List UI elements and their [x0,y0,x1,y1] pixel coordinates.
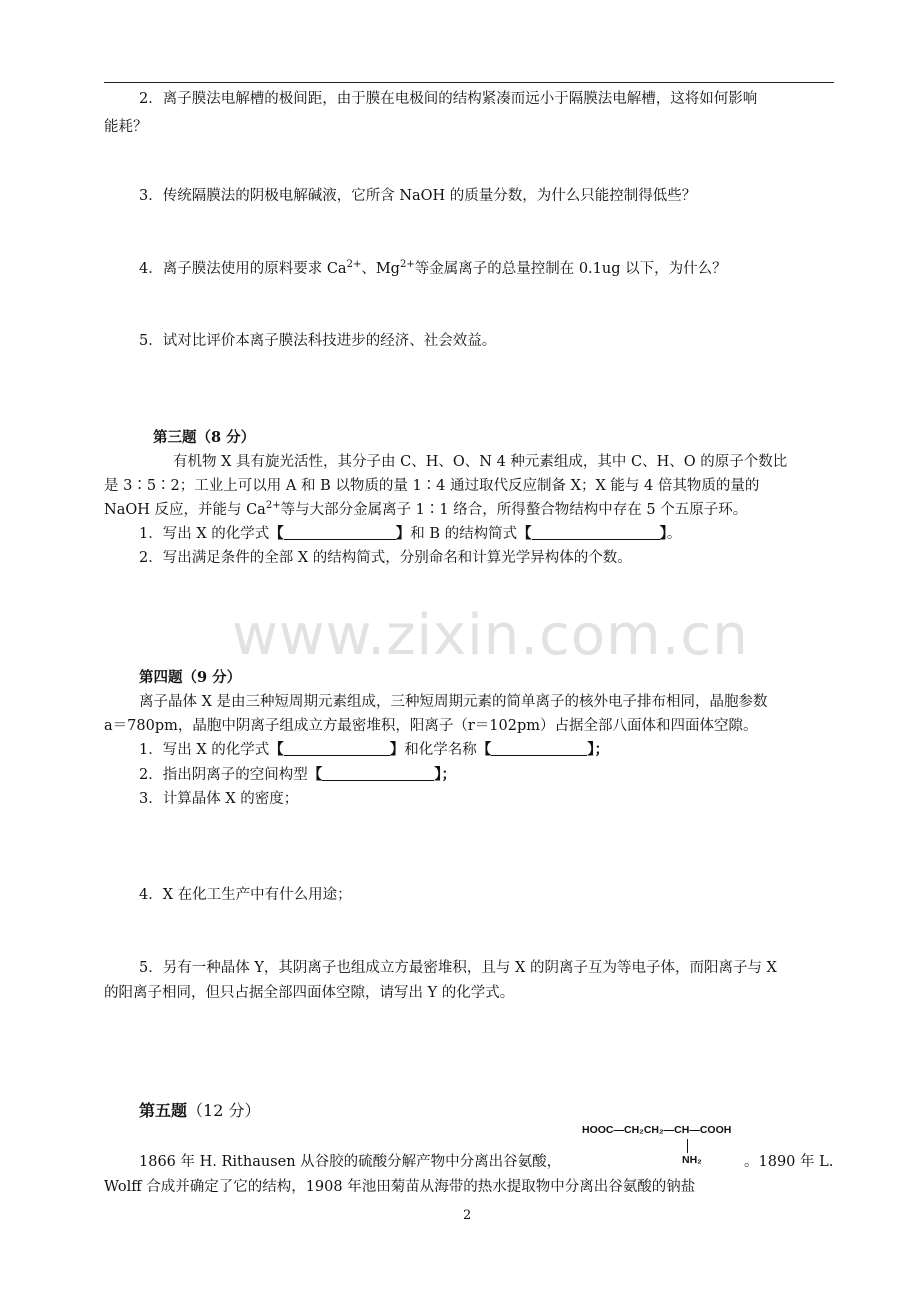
q2-item5: 5．试对比评价本离子膜法科技进步的经济、社会效益。 [139,333,497,349]
q2-item2-line2: 能耗？ [104,119,148,135]
semicolon: ； [594,741,610,758]
ca-charge-q3: 2+ [265,500,281,511]
q4-item1-text-a: 1．写出 X 的化学式 [139,742,270,758]
period: 。 [666,526,682,542]
q5-title-points: （12 分） [187,1101,261,1120]
q4-item1-text-b: 和化学名称 [404,742,477,758]
mg-charge: 2+ [399,259,415,270]
structure-main-chain: HOOC—CH₂CH₂—CH—COOH [582,1124,732,1136]
q2-item4-text-c: 等金属离子的总量控制在 0.1ug 以下，为什么？ [414,261,727,277]
close-bracket: 】 [659,525,667,542]
open-bracket: 【 [269,741,284,758]
open-bracket: 【 [307,766,323,783]
q4-item2-text: 2．指出阴离子的空间构型 [139,767,308,783]
close-bracket: 】 [587,741,595,758]
close-bracket: 】 [389,741,405,758]
q5-line2: Wolff 合成并确定了它的结构，1908 年池田菊苗从海带的热水提取物中分离出谷氨酸的钠盐 [104,1179,696,1195]
semicolon: ； [441,766,456,783]
answer-blank-formula[interactable] [284,525,396,540]
watermark: www.zixin.com.cn [232,603,749,668]
header-rule [104,82,834,83]
q2-item4-text-b: 、Mg [361,261,400,277]
q5-title-bold: 第五题 [139,1101,188,1120]
q4-item5-line1: 5．另有一种晶体 Y，其阴离子也组成立方最密堆积，且与 X 的阴离子互为等电子体，而阳离子与 X [139,960,777,976]
q2-item2-line1: 2．离子膜法电解槽的极间距，由于膜在电极间的结构紧凑而远小于隔膜法电解槽，这将如何影响 [139,91,758,107]
structure-bond [687,1139,688,1153]
q4-para-line1: 离子晶体 X 是由三种短周期元素组成，三种短周期元素的简单离子的核外电子排布相同，晶胞参数 [139,694,768,710]
q3-para-line3-a: NaOH 反应，并能与 Ca [104,502,266,518]
q3-para-line3 [104,500,747,520]
answer-blank-name[interactable] [491,741,587,756]
page-number: 2 [463,1208,472,1223]
answer-blank-formula[interactable] [284,741,390,756]
answer-blank-structure[interactable] [532,525,660,540]
q3-para-line3-b: 等与大部分金属离子 1∶1 络合，所得螯合物结构中存在 5 个五原子环。 [280,502,748,518]
q3-item1 [139,524,681,544]
open-bracket: 【 [476,741,492,758]
q4-item2 [139,765,456,785]
q3-para-line2: 是 3∶5∶2；工业上可以用 A 和 B 以物质的量 1∶4 通过取代反应制备 X；X 能与 4 倍其物质的量的 [104,478,760,494]
q5-title [139,1101,260,1121]
q5-line1-b: 。1890 年 L. [744,1154,834,1170]
q3-item1-text-b: 和 B 的结构简式 [410,526,518,542]
ca-charge: 2+ [346,259,362,270]
close-bracket: 】 [395,525,411,542]
q4-title: 第四题（9 分） [139,669,242,686]
q4-item3: 3．计算晶体 X 的密度； [139,791,299,807]
q4-item5-line2: 的阳离子相同，但只占据全部四面体空隙，请写出 Y 的化学式。 [104,985,515,1001]
q3-item1-text-a: 1．写出 X 的化学式 [139,526,270,542]
q4-item1 [139,740,609,760]
answer-blank-geometry[interactable] [322,766,434,781]
q3-title: 第三题（8 分） [153,429,256,446]
q3-item2: 2．写出满足条件的全部 X 的结构简式，分别命名和计算光学异构体的个数。 [139,550,632,566]
q4-para-line2: a＝780pm，晶胞中阴离子组成立方最密堆积，阳离子（r＝102pm）占据全部八面体和四面体空隙。 [104,718,758,734]
open-bracket: 【 [269,525,284,542]
q3-para-line1: 有机物 X 具有旋光活性，其分子由 C、H、O、N 4 种元素组成，其中 C、H、O 的原子个数比 [173,454,788,470]
structure-amino-group: NH₂ [682,1154,702,1166]
close-bracket: 】 [434,766,442,783]
q2-item4 [139,259,727,279]
open-bracket: 【 [517,525,532,542]
q4-item4: 4．X 在化工生产中有什么用途； [139,887,352,903]
q2-item3: 3．传统隔膜法的阴极电解碱液，它所含 NaOH 的质量分数，为什么只能控制得低些？ [139,188,697,204]
q2-item4-text-a: 4．离子膜法使用的原料要求 Ca [139,261,347,277]
q5-line1-a: 1866 年 H. Rithausen 从谷胶的硫酸分解产物中分离出谷氨酸， [139,1154,562,1170]
